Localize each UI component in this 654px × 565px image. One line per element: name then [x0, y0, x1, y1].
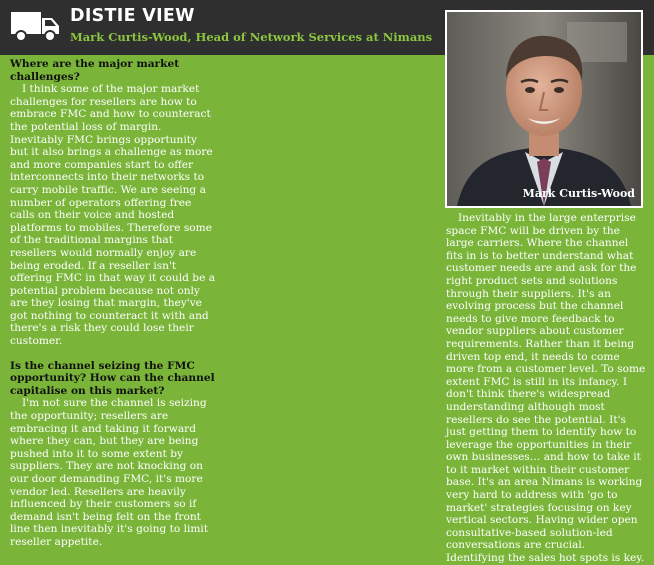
- question-heading: Is the channel seizing the FMC opportunity? How can the channel capitalise on this market?: [10, 359, 215, 397]
- answer-text-part: I'm not sure the channel is seizing the opportunity; resellers are embracing it and taking it forward where they can, but they are being pushed into it to some extent by suppliers. They are not knocking on our door demanding FMC, it's more vendor led. Resellers are heavily influenced by their customers so if demand isn't being felt on the front line then inevitably it's going to limit reseller appetite.: [10, 397, 209, 548]
- question-heading: Where are the major market challenges?: [10, 58, 180, 83]
- article-column-1: [10, 58, 218, 549]
- portrait-photo: [445, 10, 643, 208]
- portrait-illustration: [447, 12, 641, 206]
- answer-paragraph: I think some of the major market challenges for resellers are how to embrace FMC and how to counteract the potential loss of margin. Inevitably FMC brings opportunity but it also brings a challenge as more and more companies start to offer interconnects into their networks to carry mobile traffic. We are seeing a number of operators offering free calls on their voice and hosted platforms to mobiles. Therefore some of the traditional margins that resellers would normally enjoy are being eroded. If a reseller isn't offering FMC in that way it could be a potential problem because not only are they losing that margin, they've got nothing to counteract it with and there's a risk they could lose their customer.: [10, 83, 216, 348]
- page-title: DISTIE VIEW: [70, 6, 195, 26]
- answer-paragraph: [10, 397, 218, 548]
- byline: Mark Curtis-Wood, Head of Network Services at Nimans: [70, 30, 433, 44]
- article-column-3: [446, 212, 646, 565]
- photo-caption: Mark Curtis-Wood: [522, 187, 635, 200]
- answer-paragraph-continued: Inevitably in the large enterprise space FMC will be driven by the large carriers. Where the channel fits in is to better understand what customer needs are and ask for the right product sets and solutions through their suppliers. It's an evolving process but the channel needs to give more feedback to vendor suppliers about customer requirements. Rather than it being driven top end, it needs to come more from a customer level. To some extent FMC is still in its infancy. I don't think there's widespread understanding although most resellers do see the potential. It's just getting them to identify how to leverage the opportunities in their own businesses… and how to take it to it market within their customer base. It's an area Nimans is working very hard to address with 'go to market' strategies focusing on key vertical sectors. Having wider open consultative-based solution-led conversations are crucial. Identifying the sales hot spots is key.: [446, 212, 646, 565]
- delivery-truck-icon: [10, 9, 60, 43]
